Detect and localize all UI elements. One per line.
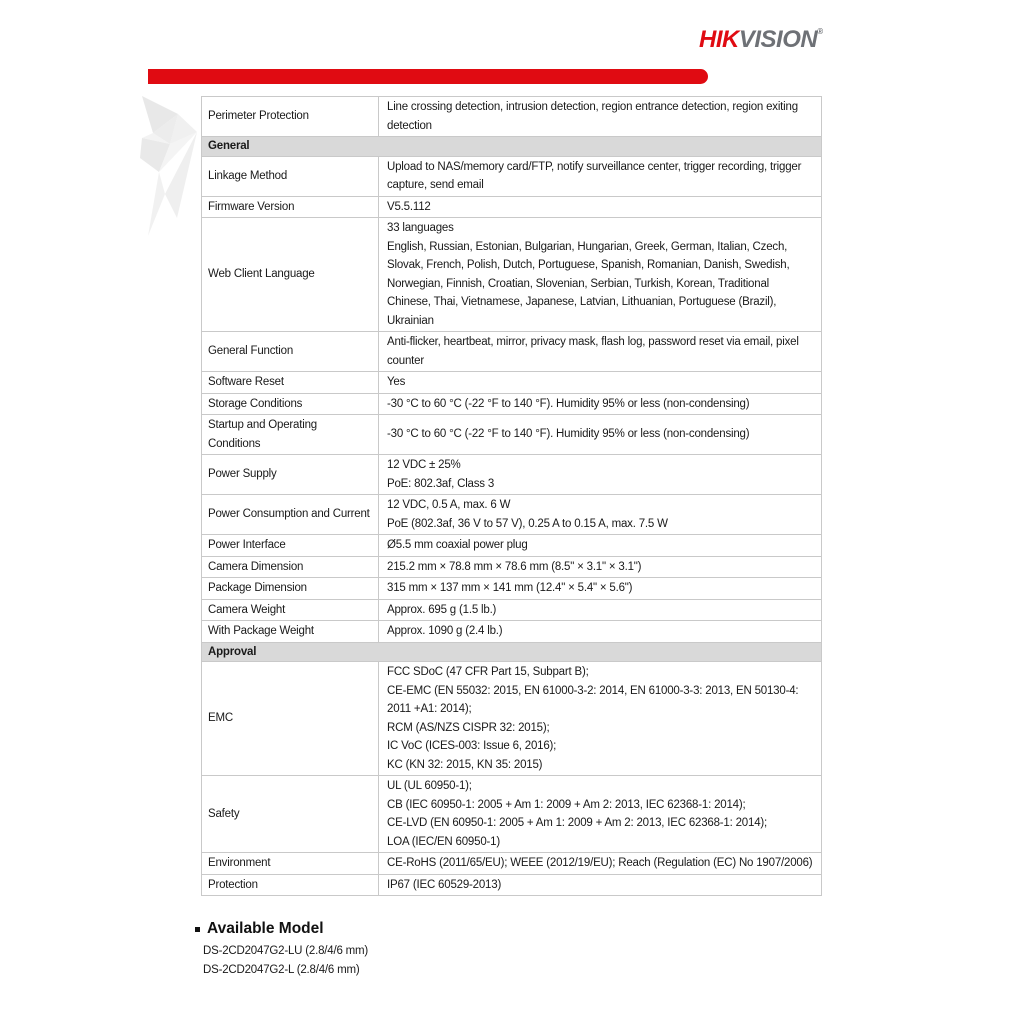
- spec-row: [202, 599, 822, 621]
- spec-value-line: Upload to NAS/memory card/FTP, notify surveillance center, trigger recording, trigger capture, send email: [387, 160, 802, 191]
- available-model-section: [201, 920, 822, 979]
- spec-label: Power Consumption and Current: [202, 495, 379, 535]
- header-accent-bar: [148, 69, 708, 84]
- spec-label: Storage Conditions: [202, 393, 379, 415]
- spec-value: [379, 776, 822, 853]
- spec-value: [379, 874, 822, 896]
- spec-row: [202, 415, 822, 455]
- spec-value-line: CE-RoHS (2011/65/EU); WEEE (2012/19/EU); Reach (Regulation (EC) No 1907/2006): [387, 857, 813, 869]
- model-item: DS-2CD2047G2-LU (2.8/4/6 mm): [203, 945, 369, 957]
- content-column: [201, 96, 822, 979]
- spec-row: [202, 874, 822, 896]
- spec-label: Startup and Operating Conditions: [202, 415, 379, 455]
- spec-value: [379, 393, 822, 415]
- spec-value-line: 12 VDC ± 25%: [387, 459, 461, 471]
- registered-mark-icon: ®: [817, 27, 824, 36]
- spec-value-line: RCM (AS/NZS CISPR 32: 2015);: [387, 721, 550, 734]
- spec-label: Environment: [202, 853, 379, 875]
- spec-table: [201, 96, 822, 896]
- spec-value: [379, 372, 822, 394]
- spec-value-line: English, Russian, Estonian, Bulgarian, Hungarian, Greek, German, Italian, Czech, Slovak, French, Polish, Dutch, Portuguese, Spanish, Romanian, Danish, Swedish, Norwegian, Finnish, Croatian, Slovenian, Serbian, Turkish, Korean, Traditional Chinese, Thai, Vietnamese, Japanese, Latvian, Lithuanian, Portuguese (Brazil), Ukrainian: [387, 240, 790, 327]
- spec-row: [202, 621, 822, 643]
- spec-value-line: Approx. 1090 g (2.4 lb.): [387, 625, 503, 637]
- spec-value: [379, 218, 822, 332]
- spec-row: [202, 455, 822, 495]
- spec-value-line: Line crossing detection, intrusion detection, region entrance detection, region exiting detection: [387, 101, 798, 132]
- spec-row: [202, 393, 822, 415]
- spec-row: [202, 332, 822, 372]
- spec-row: [202, 372, 822, 394]
- spec-value-line: -30 °C to 60 °C (-22 °F to 140 °F). Humidity 95% or less (non-condensing): [387, 397, 750, 410]
- spec-row: [202, 495, 822, 535]
- spec-row: [202, 578, 822, 600]
- section-title: Approval: [202, 642, 822, 662]
- logo-hik-text: HIK: [699, 26, 739, 53]
- spec-label: With Package Weight: [202, 621, 379, 643]
- spec-label: Camera Dimension: [202, 556, 379, 578]
- spec-label: Safety: [202, 776, 379, 853]
- spec-table-body: [202, 97, 822, 896]
- spec-value-line: Ø5.5 mm coaxial power plug: [387, 539, 528, 551]
- spec-label: Linkage Method: [202, 156, 379, 196]
- spec-value-line: LOA (IEC/EN 60950-1): [387, 835, 500, 848]
- spec-label: Power Interface: [202, 535, 379, 557]
- spec-value-line: FCC SDoC (47 CFR Part 15, Subpart B);: [387, 666, 589, 678]
- logo-vision-text: VISION: [738, 26, 818, 53]
- spec-value-line: V5.5.112: [387, 200, 431, 213]
- spec-row: [202, 776, 822, 853]
- spec-row: [202, 196, 822, 218]
- section-header-row: [202, 642, 822, 662]
- section-header-row: [202, 137, 822, 157]
- model-item: DS-2CD2047G2-L (2.8/4/6 mm): [203, 963, 360, 976]
- spec-value: [379, 535, 822, 557]
- spec-label: Software Reset: [202, 372, 379, 394]
- spec-value: [379, 332, 822, 372]
- spec-value-line: IP67 (IEC 60529-2013): [387, 878, 502, 891]
- spec-value: [379, 578, 822, 600]
- spec-row: [202, 535, 822, 557]
- spec-value: [379, 415, 822, 455]
- spec-value-line: Approx. 695 g (1.5 lb.): [387, 603, 497, 616]
- spec-row: [202, 662, 822, 776]
- spec-label: General Function: [202, 332, 379, 372]
- spec-label: Power Supply: [202, 455, 379, 495]
- spec-label: EMC: [202, 662, 379, 776]
- spec-row: [202, 556, 822, 578]
- spec-value-line: 33 languages: [387, 222, 454, 234]
- spec-value: [379, 156, 822, 196]
- spec-value: [379, 621, 822, 643]
- available-model-heading: [195, 920, 822, 938]
- spec-value: [379, 196, 822, 218]
- spec-value: [379, 455, 822, 495]
- spec-row: [202, 218, 822, 332]
- spec-row: [202, 97, 822, 137]
- spec-value: [379, 495, 822, 535]
- spec-value-line: CB (IEC 60950-1: 2005 + Am 1: 2009 + Am 2: 2013, IEC 62368-1: 2014);: [387, 798, 746, 811]
- spec-value: [379, 97, 822, 137]
- spec-label: Web Client Language: [202, 218, 379, 332]
- spec-label: Protection: [202, 874, 379, 896]
- spec-label: Camera Weight: [202, 599, 379, 621]
- spec-row: [202, 156, 822, 196]
- spec-value-line: -30 °C to 60 °C (-22 °F to 140 °F). Humidity 95% or less (non-condensing): [387, 428, 750, 441]
- spec-value-line: 12 VDC, 0.5 A, max. 6 W: [387, 499, 511, 511]
- available-model-title: Available Model: [207, 920, 324, 937]
- spec-value: [379, 853, 822, 875]
- spec-value-line: Anti-flicker, heartbeat, mirror, privacy mask, flash log, password reset via email, pixel counter: [387, 336, 799, 367]
- section-title: General: [202, 137, 822, 157]
- spec-label: Package Dimension: [202, 578, 379, 600]
- spec-value: [379, 662, 822, 776]
- spec-value: [379, 599, 822, 621]
- spec-value-line: PoE (802.3af, 36 V to 57 V), 0.25 A to 0.15 A, max. 7.5 W: [387, 517, 668, 530]
- spec-value-line: IC VoC (ICES-003: Issue 6, 2016);: [387, 740, 557, 752]
- spec-value-line: Yes: [387, 376, 406, 388]
- spec-value-line: KC (KN 32: 2015, KN 35: 2015): [387, 758, 543, 771]
- spec-value-line: CE-LVD (EN 60950-1: 2005 + Am 1: 2009 + Am 2: 2013, IEC 62368-1: 2014);: [387, 817, 768, 829]
- spec-value-line: PoE: 802.3af, Class 3: [387, 477, 495, 490]
- spec-label: Firmware Version: [202, 196, 379, 218]
- hikvision-logo: [699, 28, 823, 52]
- spec-value: [379, 556, 822, 578]
- spec-value-line: 315 mm × 137 mm × 141 mm (12.4" × 5.4" × 5.6"): [387, 582, 633, 594]
- spec-row: [202, 853, 822, 875]
- spec-value-line: UL (UL 60950-1);: [387, 780, 472, 792]
- spec-value-line: CE-EMC (EN 55032: 2015, EN 61000-3-2: 2014, EN 61000-3-3: 2013, EN 50130-4: 2011 +A1: 2014);: [387, 684, 799, 715]
- square-bullet-icon: [195, 927, 200, 932]
- available-model-list: [203, 942, 822, 979]
- spec-label: Perimeter Protection: [202, 97, 379, 137]
- spec-value-line: 215.2 mm × 78.8 mm × 78.6 mm (8.5" × 3.1" × 3.1"): [387, 560, 642, 573]
